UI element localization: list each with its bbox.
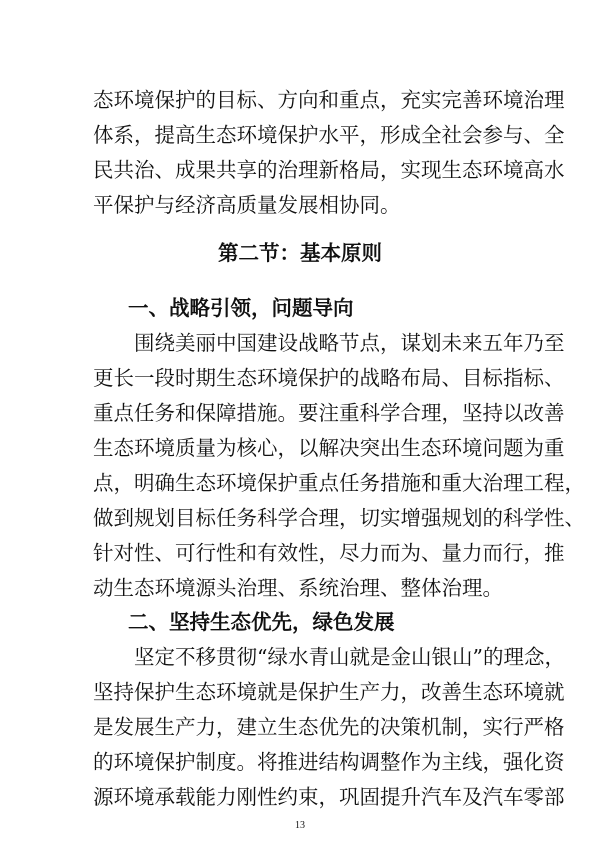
principle-1-line-4: 生态环境质量为核心，以解决突出生态环境问题为重 xyxy=(93,436,565,460)
section-title: 第二节：基本原则 xyxy=(218,241,382,265)
principle-1-heading: 一、战略引领，问题导向 xyxy=(128,296,354,320)
intro-line-2: 体系，提高生态环境保护水平，形成全社会参与、全 xyxy=(93,123,565,147)
intro-line-3: 民共治、成果共享的治理新格局，实现生态环境高水 xyxy=(93,158,565,182)
principle-2-line-2: 坚持保护生态环境就是保护生产力，改善生态环境就 xyxy=(93,680,565,704)
page-number: 13 xyxy=(295,820,305,831)
principle-1-line-6: 做到规划目标任务科学合理，切实增强规划的科学性、 xyxy=(93,506,585,530)
principle-2-line-4: 的环境保护制度。将推进结构调整作为主线，强化资 xyxy=(93,750,565,774)
intro-line-1: 态环境保护的目标、方向和重点，充实完善环境治理 xyxy=(93,88,565,112)
principle-1-line-1: 围绕美丽中国建设战略节点，谋划未来五年乃至 xyxy=(93,331,565,355)
principle-2-line-5: 源环境承载能力刚性约束，巩固提升汽车及汽车零部 xyxy=(93,785,565,809)
principle-1-line-3: 重点任务和保障措施。要注重科学合理，坚持以改善 xyxy=(93,401,565,425)
principle-1-line-7: 针对性、可行性和有效性，尽力而为、量力而行，推 xyxy=(93,541,565,565)
principle-1-line-5: 点，明确生态环境保护重点任务措施和重大治理工程， xyxy=(93,471,585,495)
principle-2-heading: 二、坚持生态优先，绿色发展 xyxy=(128,610,395,634)
principle-1-line-2: 更长一段时期生态环境保护的战略布局、目标指标、 xyxy=(93,366,565,390)
principle-2-line-1: 坚定不移贯彻“绿水青山就是金山银山”的理念， xyxy=(93,645,565,669)
principle-2-line-3: 是发展生产力，建立生态优先的决策机制，实行严格 xyxy=(93,715,565,739)
intro-line-4: 平保护与经济高质量发展相协同。 xyxy=(93,193,401,217)
principle-1-line-8: 动生态环境源头治理、系统治理、整体治理。 xyxy=(93,576,503,600)
